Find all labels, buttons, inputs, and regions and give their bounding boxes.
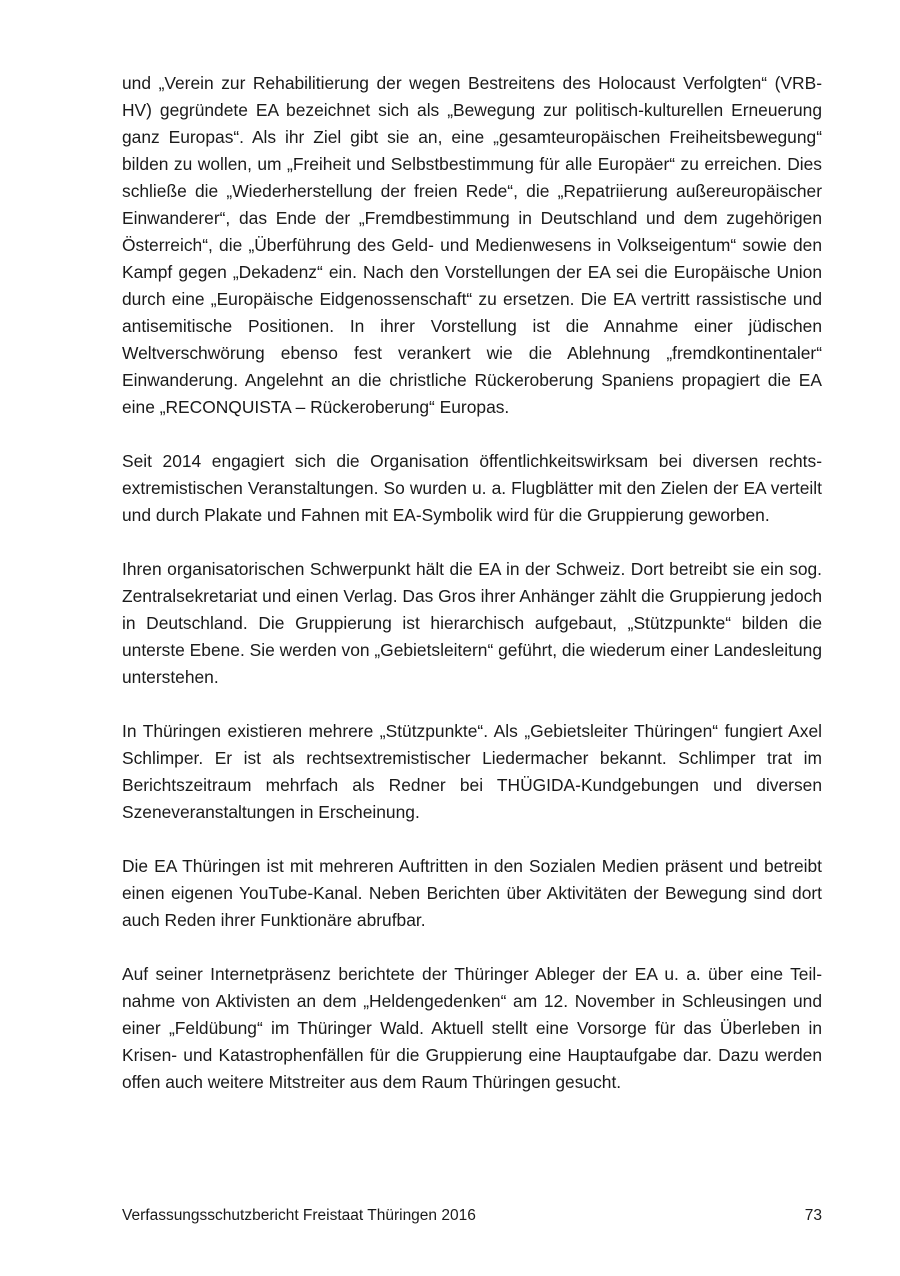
paragraph: Seit 2014 engagiert sich die Organisation öffentlichkeitswirksam bei diversen rechtsextremistischen Veranstaltungen. So wurden u. a. Flugblätter mit den Zielen der EA verteilt und durch Plakate und Fahnen mit EA-Symbolik wird für die Gruppierung geworben. (122, 451, 822, 525)
paragraph: Auf seiner Internetpräsenz berichtete der Thüringer Ableger der EA u. a. über eine Teilnahme von Aktivisten an dem „Heldengedenken“ am 12. November in Schleusingen und einer „Feldübung“ im Thüringer Wald. Aktuell stellt eine Vorsorge für das Überleben in Krisen- und Katastrophenfällen für die Gruppierung eine Hauptaufgabe dar. Dazu werden offen auch weitere Mitstreiter aus dem Raum Thüringen gesucht. (122, 964, 822, 1092)
paragraph: Ihren organisatorischen Schwerpunkt hält die EA in der Schweiz. Dort betreibt sie ein sog. Zentralsekretariat und einen Verlag. Das Gros ihrer Anhänger zählt die Gruppierung jedoch in Deutschland. Die Gruppierung ist hierarchisch aufgebaut, „Stützpunkte“ bilden die unterste Ebene. Sie werden von „Gebietsleitern“ geführt, die wiederum einer Landesleitung unterstehen. (122, 559, 822, 687)
paragraph: Die EA Thüringen ist mit mehreren Auftritten in den Sozialen Medien präsent und betreibt einen eigenen YouTube-Kanal. Neben Berichten über Aktivitäten der Bewegung sind dort auch Reden ihrer Funktionäre abrufbar. (122, 856, 822, 930)
document-body (122, 70, 822, 1123)
page-footer (122, 1204, 822, 1228)
page-number: 73 (804, 1207, 822, 1224)
footer-title: Verfassungsschutzbericht Freistaat Thüringen 2016 (122, 1207, 476, 1224)
paragraph: und „Verein zur Rehabilitierung der wegen Bestreitens des Holocaust Verfolgten“ (VRB-HV) gegründete EA bezeichnet sich als „Bewegung zur politisch-kulturellen Erneuerung ganz Europas“. Als ihr Ziel gibt sie an, eine „gesamteuropäischen Freiheitsbewegung“ bilden zu wollen, um „Freiheit und Selbstbestimmung für alle Europäer“ zu erreichen. Dies schließe die „Wiederherstellung der freien Rede“, die „Repatriierung außereuropäischer Einwanderer“, das Ende der „Fremdbestimmung in Deutschland und dem zugehörigen Österreich“, die „Überführung des Geld- und Medienwesens in Volkseigentum“ sowie den Kampf gegen „Dekadenz“ ein. Nach den Vorstellungen der EA sei die Europäische Union durch eine „Europäische Eidgenossenschaft“ zu ersetzen. Die EA vertritt rassistische und antisemitische Positionen. In ihrer Vorstellung ist die Annahme einer jüdischen Weltverschwörung ebenso fest verankert wie die Ablehnung „fremdkontinentaler“ Einwanderung. Angelehnt an die christliche Rückeroberung Spaniens propagiert die EA eine „RECONQUISTA – Rückeroberung“ Europas. (122, 73, 822, 417)
paragraph: In Thüringen existieren mehrere „Stützpunkte“. Als „Gebietsleiter Thüringen“ fungiert Axel Schlimper. Er ist als rechtsextremistischer Liedermacher bekannt. Schlimper trat im Berichtszeitraum mehrfach als Redner bei THÜGIDA-Kundgebungen und diversen Szeneveranstaltungen in Erscheinung. (122, 721, 822, 822)
